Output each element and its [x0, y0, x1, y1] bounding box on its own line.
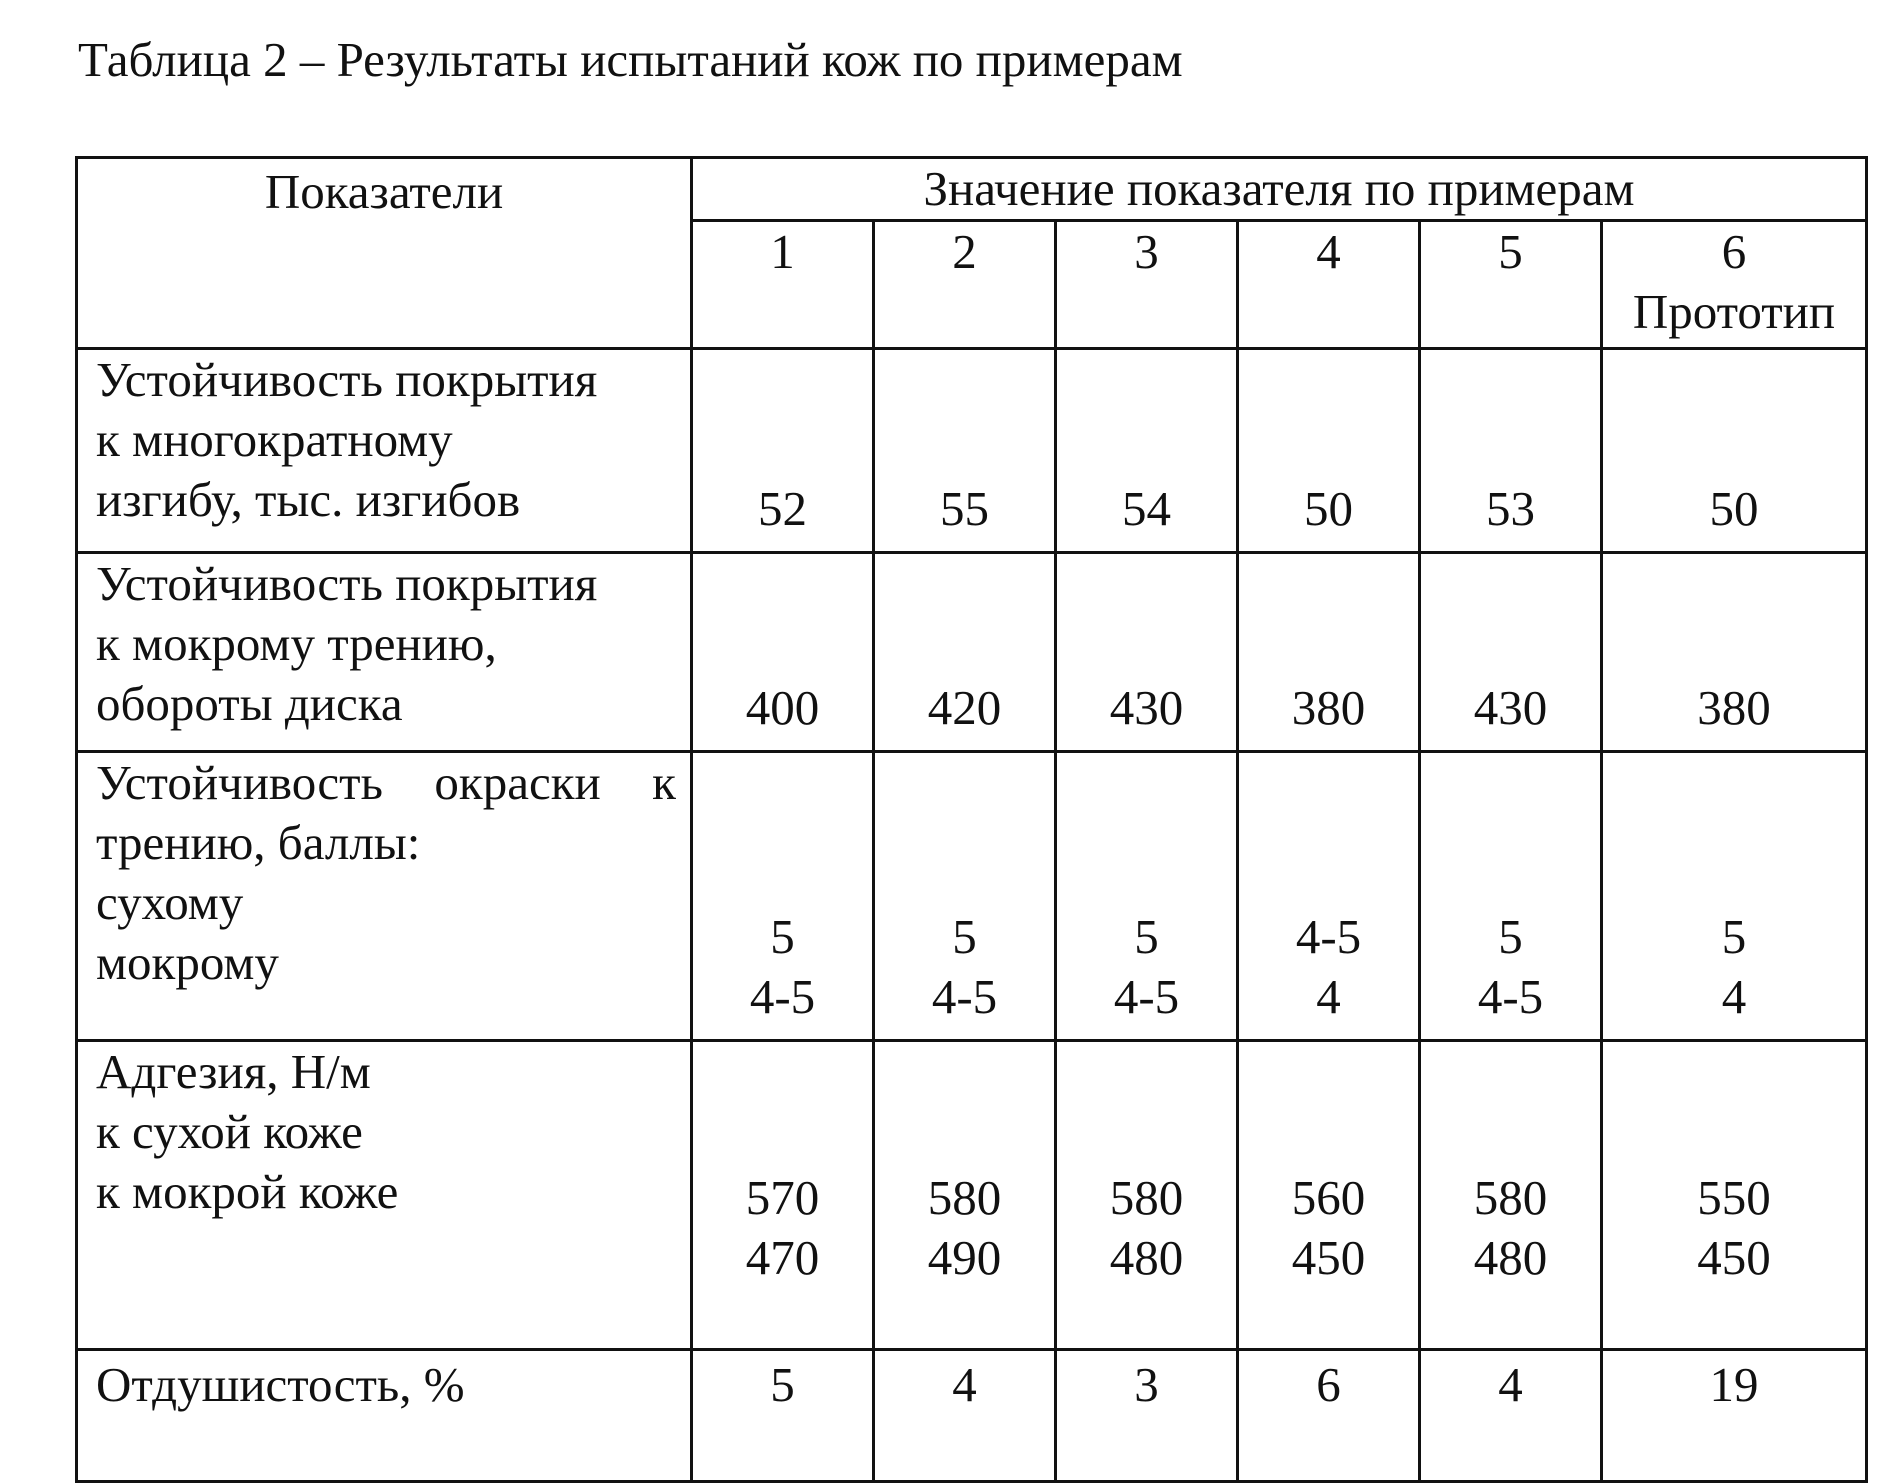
value: 4-5 — [1113, 969, 1180, 1024]
value-cell-example-2 — [874, 752, 1056, 1041]
indicator-line: трению, баллы: — [96, 815, 421, 870]
indicator-cell — [77, 1041, 692, 1350]
value: 450 — [1697, 1230, 1771, 1285]
header-row-group — [77, 158, 1867, 221]
value-cell-example-1 — [692, 1041, 874, 1350]
value-cell-example-2 — [874, 553, 1056, 752]
value-cell-example-2 — [874, 1350, 1056, 1482]
value: 4 — [1316, 969, 1341, 1024]
value: 54 — [1122, 481, 1171, 536]
value-cell-example-5 — [1420, 752, 1602, 1041]
value-cell-example-4 — [1238, 752, 1420, 1041]
value-cell-example-3 — [1056, 553, 1238, 752]
value-cell-example-6 — [1602, 1350, 1867, 1482]
value: 50 — [1709, 481, 1759, 536]
value-cell-example-2 — [874, 1041, 1056, 1350]
row-adhesion — [77, 1041, 1867, 1350]
value: 570 — [745, 1170, 820, 1225]
value: 53 — [1486, 481, 1535, 536]
indicator-line: изгибу, тыс. изгибов — [96, 472, 521, 527]
value: 4-5 — [1477, 969, 1544, 1024]
value-cell-example-4 — [1238, 553, 1420, 752]
value-cell-example-3 — [1056, 752, 1238, 1041]
value: 4 — [1721, 969, 1747, 1024]
value: 580 — [927, 1170, 1002, 1225]
indicator-cell — [77, 752, 692, 1041]
value: 420 — [927, 680, 1002, 735]
value: 5 — [1498, 909, 1523, 964]
value-cell-example-5 — [1420, 349, 1602, 553]
value: 50 — [1304, 481, 1353, 536]
value: 380 — [1291, 680, 1366, 735]
value: 470 — [745, 1230, 820, 1285]
value-cell-example-4 — [1238, 1041, 1420, 1350]
value-cell-example-4 — [1238, 1350, 1420, 1482]
value-cell-example-1 — [692, 1350, 874, 1482]
value: 4-5 — [1295, 909, 1362, 964]
header-example-5: 5 — [1420, 221, 1602, 349]
row-odor — [77, 1350, 1867, 1482]
header-example-6-number: 6 — [1721, 224, 1747, 279]
indicator-line: мокрому — [96, 935, 279, 990]
row-bend-resistance — [77, 349, 1867, 553]
value: 5 — [952, 909, 977, 964]
indicator-line: к мокрому трению, — [96, 616, 497, 671]
value: 5 — [1134, 909, 1159, 964]
indicator-line: обороты диска — [96, 676, 403, 731]
value: 400 — [745, 680, 820, 735]
value: 430 — [1109, 680, 1184, 735]
value: 5 — [770, 1357, 795, 1412]
header-example-4: 4 — [1238, 221, 1420, 349]
header-group: Значение показателя по примерам — [692, 158, 1867, 221]
value: 480 — [1109, 1230, 1184, 1285]
value: 560 — [1291, 1170, 1366, 1225]
value: 380 — [1697, 680, 1771, 735]
value: 19 — [1709, 1357, 1759, 1412]
indicator-line: Адгезия, Н/м — [96, 1044, 371, 1099]
value-cell-example-1 — [692, 752, 874, 1041]
indicator-line: к сухой коже — [96, 1104, 363, 1159]
value-cell-example-4 — [1238, 349, 1420, 553]
value: 580 — [1109, 1170, 1184, 1225]
value-cell-example-1 — [692, 553, 874, 752]
value: 480 — [1473, 1230, 1548, 1285]
indicator-line: к многократному — [96, 412, 453, 467]
value: 4-5 — [931, 969, 998, 1024]
indicator-line: Устойчивость покрытия — [96, 352, 598, 407]
value-cell-example-5 — [1420, 1041, 1602, 1350]
value-cell-example-1 — [692, 349, 874, 553]
row-color-fastness — [77, 752, 1867, 1041]
value: 3 — [1134, 1357, 1159, 1412]
value: 4 — [952, 1357, 977, 1412]
indicator-cell — [77, 553, 692, 752]
indicator-cell — [77, 349, 692, 553]
value-cell-example-6 — [1602, 752, 1867, 1041]
value-cell-example-6 — [1602, 553, 1867, 752]
value: 490 — [927, 1230, 1002, 1285]
value-cell-example-3 — [1056, 1041, 1238, 1350]
value: 55 — [940, 481, 989, 536]
table-caption: Таблица 2 – Результаты испытаний кож по примерам — [78, 32, 1183, 87]
indicator-line: Устойчивость окраски к — [96, 755, 676, 810]
value: 450 — [1291, 1230, 1366, 1285]
value: 430 — [1473, 680, 1548, 735]
value: 5 — [770, 909, 795, 964]
value: 6 — [1316, 1357, 1341, 1412]
value: 4 — [1498, 1357, 1523, 1412]
value-cell-example-6 — [1602, 1041, 1867, 1350]
value: 5 — [1721, 909, 1747, 964]
header-example-1: 1 — [692, 221, 874, 349]
value: 580 — [1473, 1170, 1548, 1225]
value: 4-5 — [749, 969, 816, 1024]
value-cell-example-2 — [874, 349, 1056, 553]
header-example-2: 2 — [874, 221, 1056, 349]
indicator-line: Отдушистость, % — [96, 1357, 465, 1412]
value-cell-example-5 — [1420, 1350, 1602, 1482]
indicator-line: Устойчивость покрытия — [96, 556, 598, 611]
value-cell-example-3 — [1056, 1350, 1238, 1482]
results-table — [75, 156, 1868, 1483]
indicator-line: сухому — [96, 875, 244, 930]
value: 550 — [1697, 1170, 1771, 1225]
value-cell-example-5 — [1420, 553, 1602, 752]
indicator-line: к мокрой коже — [96, 1164, 399, 1219]
value: 52 — [758, 481, 807, 536]
row-wet-abrasion — [77, 553, 1867, 752]
table-body — [77, 349, 1867, 1482]
header-example-3: 3 — [1056, 221, 1238, 349]
value-cell-example-6 — [1602, 349, 1867, 553]
header-prototype-label: Прототип — [1632, 284, 1836, 339]
header-indicator: Показатели — [77, 158, 692, 349]
header-example-6 — [1602, 221, 1867, 349]
indicator-cell — [77, 1350, 692, 1482]
value-cell-example-3 — [1056, 349, 1238, 553]
